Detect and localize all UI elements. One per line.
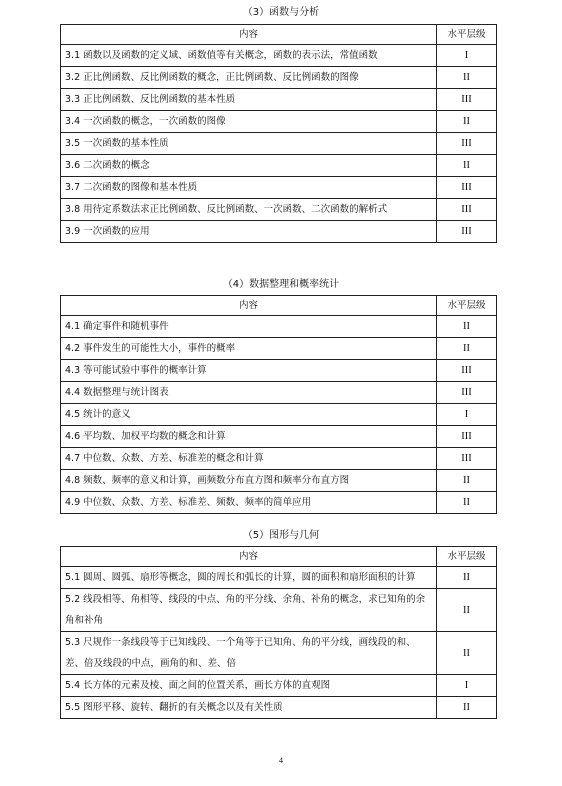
row-content: 4.5 统计的意义: [61, 404, 437, 426]
table-row: [61, 697, 497, 719]
table-row: [61, 567, 497, 589]
table-functions: [60, 24, 497, 243]
row-level: I: [437, 675, 497, 697]
row-content: 5.4 长方体的元素及棱、面之间的位置关系，画长方体的直观图: [61, 675, 437, 697]
row-level: II: [437, 492, 497, 514]
row-content: 4.8 频数、频率的意义和计算，画频数分布直方图和频率分布直方图: [61, 470, 437, 492]
row-level: III: [437, 89, 497, 111]
table-header-row: [61, 25, 497, 45]
table-row: [61, 199, 497, 221]
row-content: 4.1 确定事件和随机事件: [61, 316, 437, 338]
row-content: 3.4 一次函数的概念，一次函数的图像: [61, 111, 437, 133]
header-content: 内容: [61, 296, 437, 316]
table-row: [61, 470, 497, 492]
row-content: 4.9 中位数、众数、方差、标准差、频数、频率的简单应用: [61, 492, 437, 514]
row-level: I: [437, 404, 497, 426]
table-row: [61, 45, 497, 67]
row-content: 5.1 圆周、圆弧、扇形等概念，圆的周长和弧长的计算，圆的面积和扇形面积的计算: [61, 567, 437, 589]
table-row: [61, 133, 497, 155]
row-level: II: [437, 567, 497, 589]
table-row: [61, 675, 497, 697]
table-row: [61, 404, 497, 426]
header-content: 内容: [61, 547, 437, 567]
row-content: 5.3 尺规作一条线段等于已知线段、一个角等于已知角、角的平分线，画线段的和、差、倍及线段的中点，画角的和、差、倍: [61, 632, 437, 675]
row-level: II: [437, 338, 497, 360]
row-level: I: [437, 45, 497, 67]
row-content: 3.8 用待定系数法求正比例函数、反比例函数、一次函数、二次函数的解析式: [61, 199, 437, 221]
table-header-row: [61, 547, 497, 567]
table-row: [61, 360, 497, 382]
row-content: 4.2 事件发生的可能性大小，事件的概率: [61, 338, 437, 360]
table-row: [61, 67, 497, 89]
table-row: [61, 632, 497, 675]
table-row: [61, 382, 497, 404]
row-content: 3.6 二次函数的概念: [61, 155, 437, 177]
section-title-statistics: （4）数据整理和概率统计: [222, 279, 340, 290]
row-content: 4.4 数据整理与统计图表: [61, 382, 437, 404]
section-title-functions: （3）函数与分析: [242, 7, 320, 18]
row-content: 3.3 正比例函数、反比例函数的基本性质: [61, 89, 437, 111]
header-level: 水平层级: [437, 547, 497, 567]
row-content: 5.5 图形平移、旋转、翻折的有关概念以及有关性质: [61, 697, 437, 719]
row-level: III: [437, 382, 497, 404]
table-geometry: [60, 546, 497, 719]
table-row: [61, 111, 497, 133]
row-level: II: [437, 155, 497, 177]
row-level: II: [437, 632, 497, 675]
header-level: 水平层级: [437, 296, 497, 316]
header-content: 内容: [61, 25, 437, 45]
row-content: 3.1 函数以及函数的定义域、函数值等有关概念，函数的表示法，常值函数: [61, 45, 437, 67]
row-content: 3.2 正比例函数、反比例函数的概念，正比例函数、反比例函数的图像: [61, 67, 437, 89]
row-content: 4.3 等可能试验中事件的概率计算: [61, 360, 437, 382]
row-level: III: [437, 133, 497, 155]
row-level: II: [437, 67, 497, 89]
row-level: II: [437, 589, 497, 632]
table-header-row: [61, 296, 497, 316]
table-row: [61, 426, 497, 448]
row-level: III: [437, 426, 497, 448]
row-content: 4.6 平均数、加权平均数的概念和计算: [61, 426, 437, 448]
row-level: II: [437, 111, 497, 133]
row-level: III: [437, 177, 497, 199]
table-row: [61, 338, 497, 360]
table-row: [61, 589, 497, 632]
row-content: 5.2 线段相等、角相等、线段的中点、角的平分线、余角、补角的概念，求已知角的余角和补角: [61, 589, 437, 632]
header-level: 水平层级: [437, 25, 497, 45]
table-row: [61, 448, 497, 470]
section-title-geometry: （5）图形与几何: [242, 530, 320, 541]
table-row: [61, 89, 497, 111]
page-number: 4: [279, 756, 283, 765]
row-level: III: [437, 221, 497, 243]
table-row: [61, 177, 497, 199]
row-level: II: [437, 697, 497, 719]
table-row: [61, 221, 497, 243]
row-content: 3.7 二次函数的图像和基本性质: [61, 177, 437, 199]
table-row: [61, 155, 497, 177]
table-row: [61, 492, 497, 514]
row-level: III: [437, 448, 497, 470]
row-content: 4.7 中位数、众数、方差、标准差的概念和计算: [61, 448, 437, 470]
row-level: III: [437, 360, 497, 382]
row-content: 3.9 一次函数的应用: [61, 221, 437, 243]
row-level: II: [437, 316, 497, 338]
row-level: III: [437, 199, 497, 221]
row-content: 3.5 一次函数的基本性质: [61, 133, 437, 155]
table-statistics: [60, 295, 497, 514]
row-level: II: [437, 470, 497, 492]
table-row: [61, 316, 497, 338]
